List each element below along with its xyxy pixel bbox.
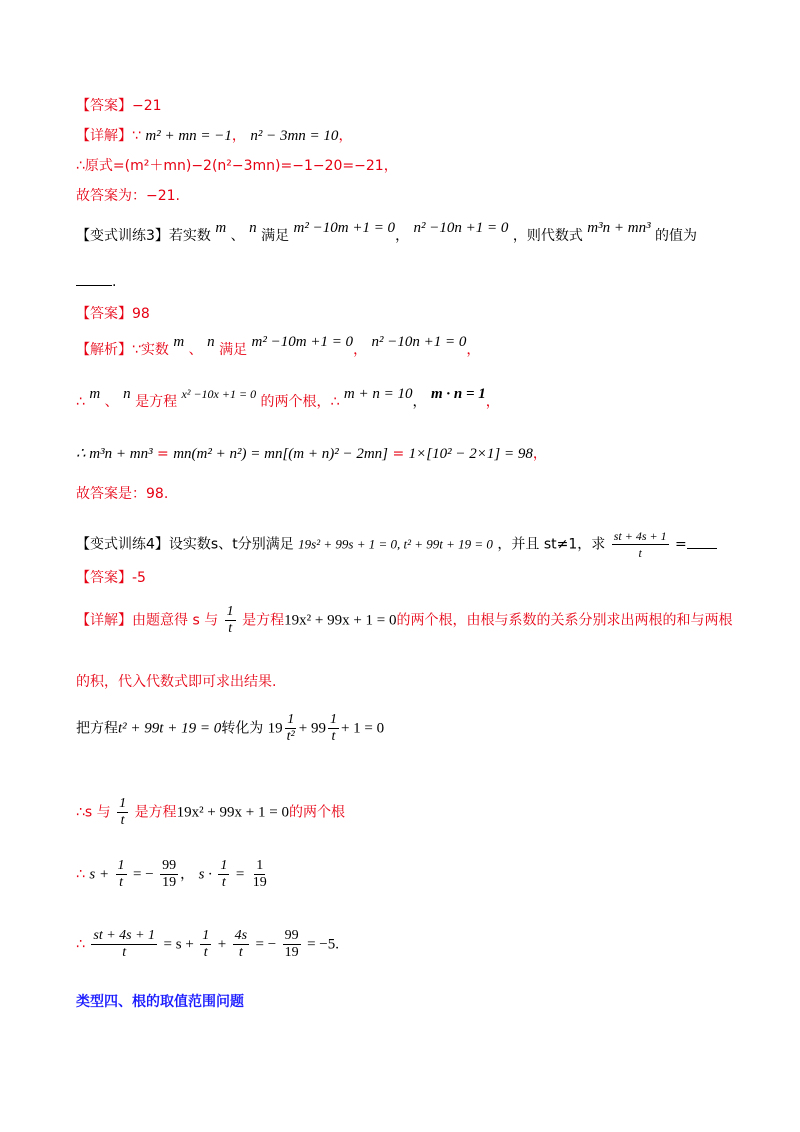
because-symbol: ∵ — [132, 128, 141, 144]
detail-text: 由题意得 s 与 — [132, 612, 219, 629]
analysis-text: ∵实数 — [132, 342, 169, 358]
numerator: 99 — [162, 858, 177, 873]
var-n: n — [123, 386, 131, 402]
denominator: 19 — [284, 945, 299, 960]
numerator: 1 — [117, 858, 125, 873]
answer-line-1 — [76, 96, 740, 116]
detail-line-1 — [76, 126, 740, 146]
then-text: ，则代数式 — [512, 228, 583, 244]
therefore-symbol: ∴ — [76, 394, 85, 410]
analysis-tag: 【解析】 — [76, 342, 132, 358]
mid-expression: = s + — [163, 936, 194, 953]
fraction — [200, 928, 211, 961]
training3-label: 【变式训练3】若实数 — [76, 228, 211, 244]
answer-value: -5 — [132, 570, 146, 586]
answer-tag: 【答案】 — [76, 570, 132, 586]
lhs-expression: ∴ m³n + mn³ — [76, 446, 153, 462]
numerator: 4s — [234, 928, 248, 943]
fraction — [283, 928, 301, 961]
equation: x² −10x +1 = 0 — [181, 387, 257, 401]
is-equation-text: 是方程 — [135, 394, 178, 410]
fraction — [225, 604, 236, 637]
equation: n² −10n +1 = 0 — [413, 220, 509, 236]
plus-term: + 99 — [298, 720, 326, 737]
satisfy-text: 满足 — [219, 342, 248, 358]
fraction — [251, 858, 269, 891]
equals-minus: = − — [133, 866, 154, 883]
denominator: t — [638, 546, 642, 560]
detail-text: 的两个根，由根与系数的关系分别求出两根的和与两根 — [396, 612, 733, 629]
product-lhs: s · — [198, 866, 212, 883]
detail-continuation: 的积，代入代数式即可求出结果. — [76, 674, 277, 690]
var-n: n — [207, 334, 215, 350]
separator: ， — [338, 128, 353, 144]
condition-text: ，并且 st≠1，求 — [497, 536, 606, 553]
denominator: t — [228, 621, 233, 636]
numerator: 1 — [202, 928, 210, 943]
numerator: 1 — [220, 858, 228, 873]
convert-line — [76, 712, 740, 745]
fraction — [612, 528, 669, 561]
denominator: t — [120, 813, 125, 828]
period: . — [112, 274, 117, 290]
expansion: mn(m² + n²) = mn[(m + n)² − 2mn] — [173, 446, 389, 462]
detail-tag: 【详解】 — [76, 128, 132, 144]
answer-line-3 — [76, 568, 740, 588]
equations: 19s² + 99s + 1 = 0, t² + 99t + 19 = 0 — [298, 536, 493, 552]
answer-tag: 【答案】 — [76, 98, 132, 114]
conclusion-line: 故答案是：98. — [76, 486, 169, 502]
equation: m² + mn = −1 — [145, 128, 232, 144]
result-expression: 1×[10² − 2×1] = 98 — [408, 446, 533, 462]
coefficient: 19 — [267, 720, 283, 737]
separator: ， — [231, 128, 246, 144]
training4-label: 【变式训练4】设实数s、t分别满足 — [76, 536, 294, 553]
denominator: t — [122, 945, 127, 960]
var-m: m — [89, 386, 101, 402]
denominator: 19 — [162, 875, 177, 890]
denominator: t — [238, 945, 243, 960]
answer-line-2 — [76, 304, 740, 324]
expression: m³n + mn³ — [587, 220, 651, 236]
var-m: m — [215, 220, 227, 236]
equation: n² −10n +1 = 0 — [371, 334, 467, 350]
equation: 19x² + 99x + 1 = 0 — [284, 612, 397, 629]
denominator: t — [221, 875, 226, 890]
analysis-line-2: ∴ m 、 n 是方程 x² −10x +1 = 0 的两个根，∴ m + n = 10， m · n = 1， — [76, 386, 500, 410]
final-line — [76, 928, 740, 961]
convert-text: 转化为 — [221, 720, 264, 737]
var-m: m — [173, 334, 185, 350]
var-n: n — [249, 220, 257, 236]
fraction — [285, 712, 297, 745]
equals: = — [157, 446, 169, 462]
convert-text: 把方程 — [76, 720, 118, 737]
answer-blank — [76, 285, 112, 286]
roots-line — [76, 796, 740, 829]
equation: n² − 3mn = 10 — [250, 128, 339, 144]
dun-mark: 、 — [230, 228, 245, 244]
sum-equation: m + n = 10 — [343, 386, 413, 402]
training3-blank-line — [76, 272, 740, 292]
plus-term: + 1 = 0 — [340, 720, 385, 737]
dun-mark: 、 — [188, 342, 203, 358]
analysis-line-1 — [76, 334, 740, 360]
equals-minus: = − — [255, 936, 277, 953]
fraction — [116, 858, 127, 891]
detail-tag: 【详解】 — [76, 612, 132, 629]
numerator: 1 — [329, 712, 337, 727]
numerator: st + 4s + 1 — [93, 928, 156, 943]
training4-question — [76, 528, 740, 561]
detail-text: 是方程 — [242, 612, 285, 629]
roots-text: 是方程 — [134, 804, 177, 821]
denominator: t — [331, 729, 336, 744]
denominator: t — [119, 875, 123, 890]
equation: m² −10m +1 = 0 — [293, 220, 396, 236]
numerator: 1 — [287, 712, 295, 727]
denominator: t — [203, 945, 208, 960]
result: = −5. — [307, 936, 340, 953]
fraction — [117, 796, 128, 829]
therefore-symbol: ∴ — [76, 866, 85, 883]
therefore-line: ∴原式=(m²＋mn)−2(n²−3mn)=−1−20=−21， — [76, 158, 398, 174]
conclusion-line: 故答案为：−21. — [76, 188, 180, 204]
satisfy-text: 满足 — [261, 228, 290, 244]
fraction — [160, 858, 178, 891]
fraction — [328, 712, 339, 745]
answer-blank — [687, 548, 717, 549]
sum-product-line: ∴ s + $\frac{1}{t}$ = − $\frac{99}{19}$ ， s · $\frac{1}{t}$ = $\frac{1}{19}$ — [76, 858, 267, 890]
numerator: 1 — [119, 796, 127, 811]
section-title: 类型四、根的取值范围问题 — [76, 994, 244, 1010]
analysis-line-3 — [76, 444, 740, 464]
training3-question: 【变式训练3】若实数 m 、 n 满足 m² −10m +1 = 0， n² −10n +1 = 0 ，则代数式 m³n + mn³ 的值为 — [76, 220, 698, 244]
equals: = — [235, 866, 245, 883]
value-of-text: 的值为 — [655, 228, 698, 244]
denominator: 19 — [252, 875, 267, 890]
dun-mark: 、 — [104, 394, 119, 410]
equation: t² + 99t + 19 = 0 — [118, 720, 222, 737]
equals: = — [675, 536, 687, 553]
roots-text: 的两个根 — [288, 804, 345, 821]
equals: = — [392, 446, 405, 462]
roots-text: ∴s 与 — [76, 804, 111, 821]
answer-value: −21 — [132, 98, 162, 114]
answer-tag: 【答案】 — [76, 306, 132, 322]
comma: ， — [532, 446, 547, 462]
numerator: st + 4s + 1 — [613, 529, 667, 543]
equation: 19x² + 99x + 1 = 0 — [176, 804, 289, 821]
numerator: 99 — [284, 928, 299, 943]
comma: ， — [466, 342, 481, 358]
fraction — [233, 928, 249, 961]
sum-lhs: s + — [89, 866, 110, 883]
comma: ， — [485, 394, 500, 410]
fraction — [218, 858, 229, 891]
plus: + — [217, 936, 227, 953]
equation: m² −10m +1 = 0 — [251, 334, 354, 350]
numerator: 1 — [226, 604, 234, 619]
numerator: 1 — [256, 858, 264, 873]
comma: ， — [353, 342, 368, 358]
therefore-symbol: ∴ — [76, 936, 85, 953]
answer-value: 98 — [132, 306, 150, 322]
detail-line-3 — [76, 604, 740, 637]
fraction — [91, 928, 157, 961]
product-equation: m · n = 1 — [430, 386, 486, 402]
roots-text: 的两个根，∴ — [260, 394, 340, 410]
denominator: t² — [286, 729, 295, 744]
